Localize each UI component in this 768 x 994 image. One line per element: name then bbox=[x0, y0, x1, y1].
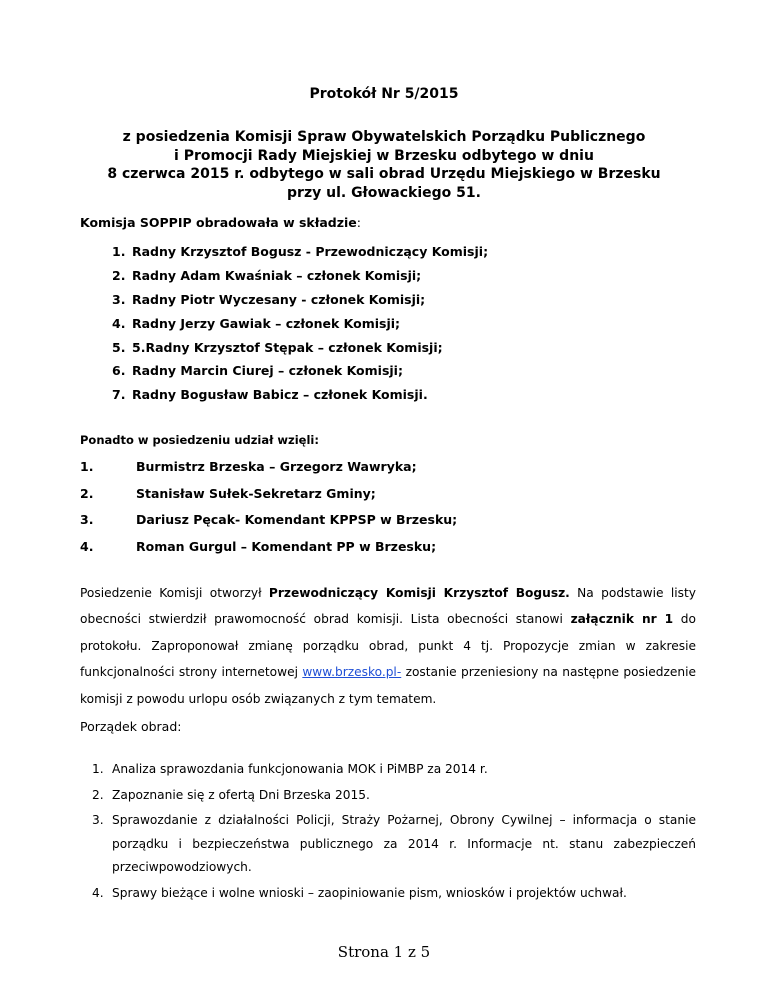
member-text: Radny Marcin Ciurej – członek Komisji; bbox=[132, 363, 403, 379]
member-number: 3. bbox=[112, 291, 126, 307]
member-number: 4. bbox=[112, 315, 126, 331]
subtitle-line: 8 czerwca 2015 r. odbytego w sali obrad Urzędu Miejskiego w Brzesku bbox=[107, 166, 661, 182]
composition-label: Komisja SOPPIP obradowała w składzie bbox=[80, 215, 357, 230]
agenda-item bbox=[92, 758, 696, 782]
opening-paragraph bbox=[80, 580, 696, 712]
agenda-text: Sprawozdanie z działalności Policji, Straży Pożarnej, Obrony Cywilnej – informacja o stanie porządku i bezpieczeństwa publicznego za 2014 r. Informacje nt. stanu zabezpieczeń przeciwpowodziowych. bbox=[112, 813, 696, 874]
paragraph-text: Na podstawie listy obecności stwierdził prawomocność obrad komisji. Lista obecności stanowi bbox=[80, 586, 696, 627]
attended-heading: Ponadto w posiedzeniu udział wzięli: bbox=[80, 433, 319, 447]
guest-item bbox=[80, 481, 457, 508]
agenda-text: Zapoznanie się z ofertą Dni Brzeska 2015. bbox=[112, 787, 370, 802]
member-item bbox=[112, 264, 488, 288]
member-number: 5. bbox=[112, 339, 126, 355]
member-text: Radny Adam Kwaśniak – członek Komisji; bbox=[132, 267, 422, 283]
member-text: 5.Radny Krzysztof Stępak – członek Komisji; bbox=[132, 339, 443, 355]
guest-text: Roman Gurgul – Komendant PP w Brzesku; bbox=[136, 538, 437, 554]
member-number: 6. bbox=[112, 363, 126, 379]
agenda-number: 2. bbox=[92, 787, 104, 802]
guest-number: 1. bbox=[80, 459, 94, 474]
agenda-list bbox=[92, 758, 696, 907]
member-number: 1. bbox=[112, 244, 126, 259]
agenda-item bbox=[92, 809, 696, 880]
member-item bbox=[112, 240, 488, 264]
document-title: Protokół Nr 5/2015 bbox=[309, 86, 459, 102]
agenda-number: 1. bbox=[92, 762, 104, 776]
paragraph-text: do protokołu. Zaproponował zmianę porządku obrad, punkt 4 tj. Propozycje zmian w zakresie funkcjonalności strony internetowej bbox=[80, 612, 696, 680]
subtitle-line: i Promocji Rady Miejskiej w Brzesku odbytego w dniu bbox=[174, 147, 594, 164]
member-text: Radny Bogusław Babicz – członek Komisji. bbox=[132, 387, 428, 403]
chairman-name: Przewodniczący Komisji Krzysztof Bogusz. bbox=[268, 586, 570, 600]
member-number: 7. bbox=[112, 387, 126, 403]
member-item bbox=[112, 288, 488, 312]
page-footer: Strona 1 z 5 bbox=[337, 943, 431, 961]
members-list bbox=[112, 240, 488, 407]
agenda-text: Analiza sprawozdania funkcjonowania MOK i PiMBP za 2014 r. bbox=[112, 762, 488, 776]
guest-text: Burmistrz Brzeska – Grzegorz Wawryka; bbox=[136, 459, 417, 474]
member-number: 2. bbox=[112, 267, 126, 283]
member-item bbox=[112, 359, 488, 383]
guest-text: Stanisław Sułek-Sekretarz Gminy; bbox=[136, 485, 376, 501]
subtitle-line: przy ul. Głowackiego 51. bbox=[287, 184, 481, 201]
agenda-number: 3. bbox=[92, 813, 104, 827]
member-item bbox=[112, 383, 488, 407]
paragraph-text: zostanie przeniesiony na następne posiedzenie komisji z powodu urlopu osób związanych z tym tematem. bbox=[80, 665, 696, 706]
paragraph-text: Posiedzenie Komisji otworzył bbox=[80, 586, 269, 600]
document-subtitle bbox=[40, 128, 728, 202]
agenda-item bbox=[92, 882, 696, 906]
guest-item bbox=[80, 534, 457, 561]
member-text: Radny Piotr Wyczesany - członek Komisji; bbox=[132, 291, 426, 307]
website-link[interactable]: www.brzesko.pl- bbox=[302, 665, 402, 680]
guest-text: Dariusz Pęcak- Komendant KPPSP w Brzesku; bbox=[136, 512, 458, 527]
guest-number: 4. bbox=[80, 538, 94, 554]
agenda-text: Sprawy bieżące i wolne wnioski – zaopiniowanie pism, wniosków i projektów uchwał. bbox=[112, 885, 627, 900]
subtitle-line: z posiedzenia Komisji Spraw Obywatelskich Porządku Publicznego bbox=[122, 129, 646, 145]
guest-item bbox=[80, 454, 457, 481]
member-item bbox=[112, 312, 488, 336]
guest-number: 3. bbox=[80, 512, 94, 527]
agenda-item bbox=[92, 784, 696, 808]
guest-item bbox=[80, 507, 457, 534]
attachment-reference: załącznik nr 1 bbox=[570, 612, 674, 627]
member-item bbox=[112, 336, 488, 360]
composition-colon: : bbox=[356, 215, 362, 230]
member-text: Radny Krzysztof Bogusz - Przewodniczący Komisji; bbox=[132, 244, 489, 259]
agenda-heading: Porządek obrad: bbox=[80, 719, 182, 734]
guest-number: 2. bbox=[80, 485, 94, 501]
composition-heading bbox=[80, 215, 361, 230]
guests-list bbox=[80, 454, 457, 560]
agenda-number: 4. bbox=[92, 885, 104, 900]
member-text: Radny Jerzy Gawiak – członek Komisji; bbox=[132, 315, 401, 331]
